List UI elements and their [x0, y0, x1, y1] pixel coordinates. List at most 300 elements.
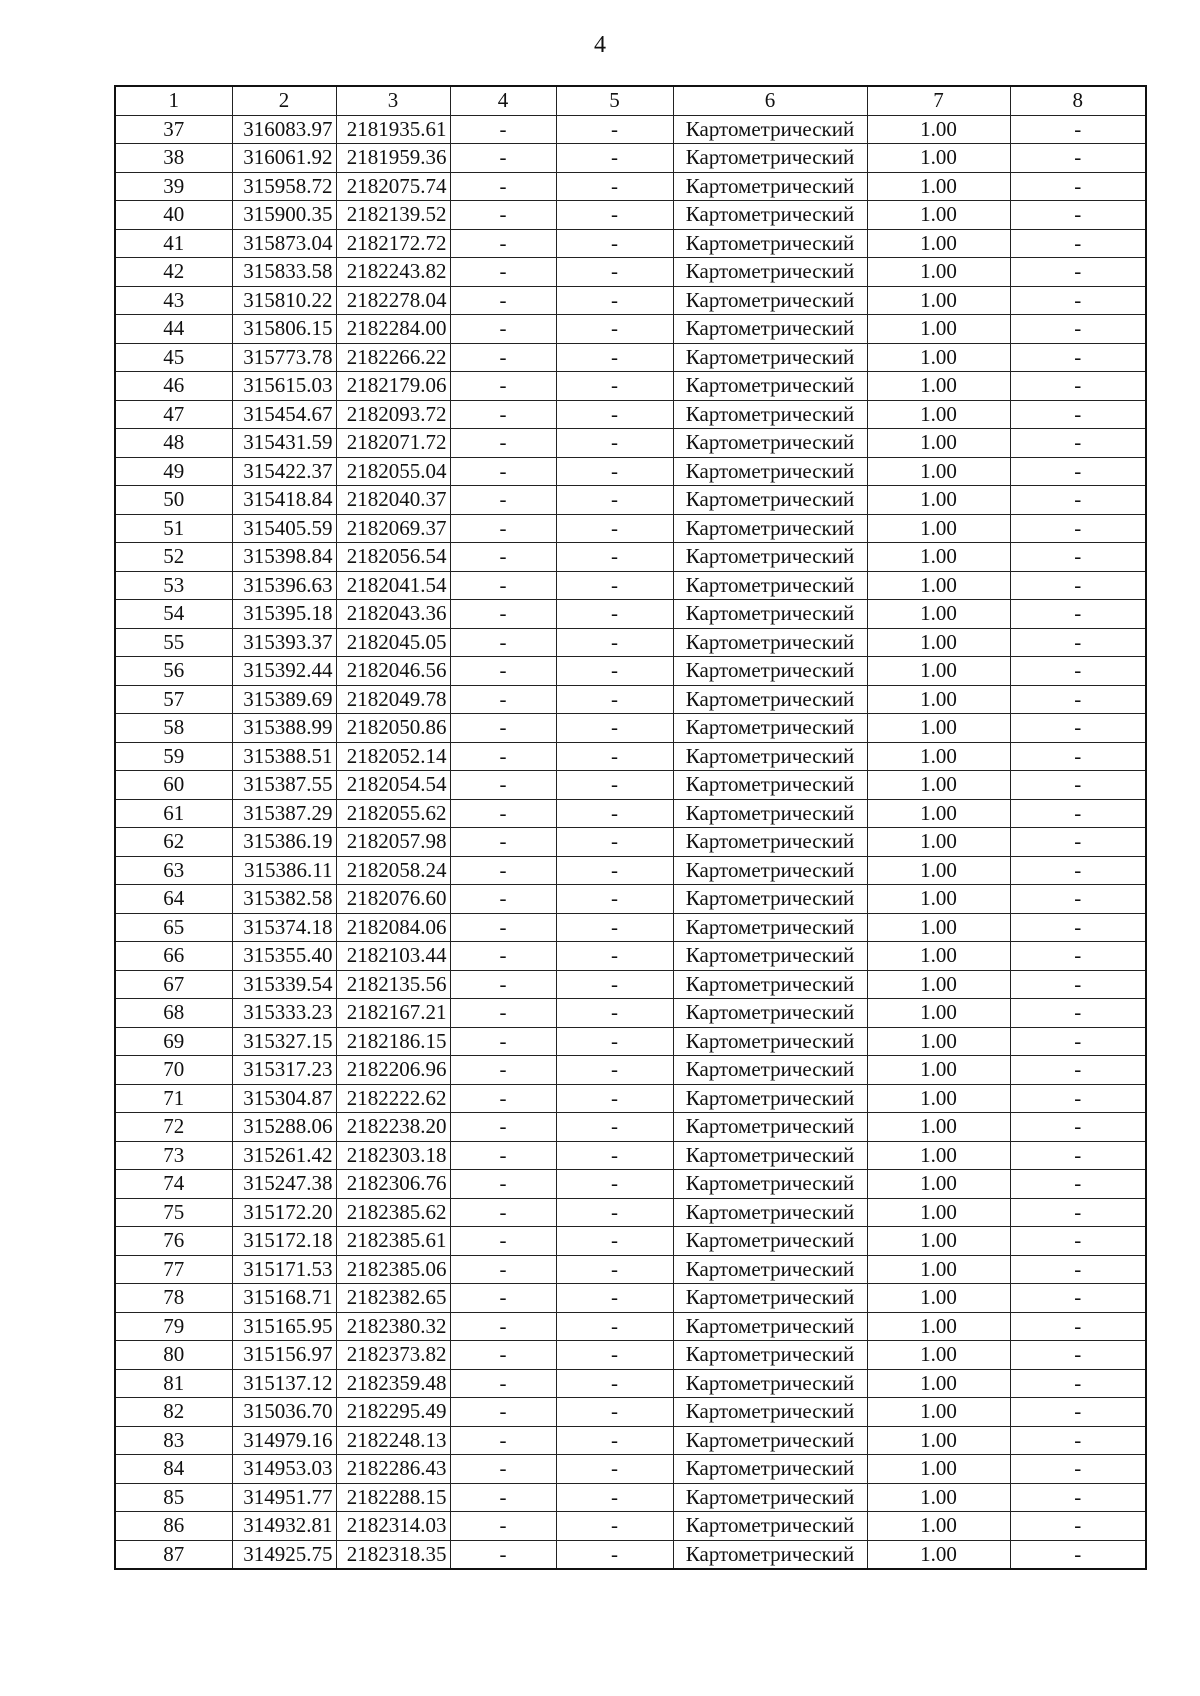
table-row	[115, 115, 1146, 144]
method-cell: Картометрический	[673, 457, 867, 486]
column-8-cell: -	[1010, 771, 1146, 800]
column-8-cell: -	[1010, 315, 1146, 344]
column-4-cell: -	[450, 885, 556, 914]
column-8-cell: -	[1010, 1483, 1146, 1512]
table-row	[115, 771, 1146, 800]
column-5-cell: -	[556, 999, 673, 1028]
column-8-cell: -	[1010, 714, 1146, 743]
column-4-cell: -	[450, 657, 556, 686]
table-row	[115, 201, 1146, 230]
column-5-cell: -	[556, 856, 673, 885]
column-4-cell: -	[450, 144, 556, 173]
precision-cell: 1.00	[867, 1056, 1010, 1085]
x-coordinate-cell: 315386.19	[232, 828, 336, 857]
y-coordinate-cell: 2182058.24	[336, 856, 450, 885]
column-8-cell: -	[1010, 486, 1146, 515]
column-4-cell: -	[450, 828, 556, 857]
column-8-cell: -	[1010, 144, 1146, 173]
method-cell: Картометрический	[673, 942, 867, 971]
y-coordinate-cell: 2182385.06	[336, 1255, 450, 1284]
precision-cell: 1.00	[867, 657, 1010, 686]
precision-cell: 1.00	[867, 543, 1010, 572]
precision-cell: 1.00	[867, 742, 1010, 771]
column-8-cell: -	[1010, 628, 1146, 657]
x-coordinate-cell: 315339.54	[232, 970, 336, 999]
method-cell: Картометрический	[673, 229, 867, 258]
column-4-cell: -	[450, 514, 556, 543]
column-8-cell: -	[1010, 1227, 1146, 1256]
y-coordinate-cell: 2182373.82	[336, 1341, 450, 1370]
point-number-cell: 76	[115, 1227, 232, 1256]
column-5-cell: -	[556, 657, 673, 686]
column-8-cell: -	[1010, 1398, 1146, 1427]
column-4-cell: -	[450, 942, 556, 971]
y-coordinate-cell: 2182071.72	[336, 429, 450, 458]
column-5-cell: -	[556, 1141, 673, 1170]
column-8-cell: -	[1010, 1312, 1146, 1341]
precision-cell: 1.00	[867, 115, 1010, 144]
table-row	[115, 514, 1146, 543]
table-row	[115, 742, 1146, 771]
column-5-cell: -	[556, 315, 673, 344]
x-coordinate-cell: 316061.92	[232, 144, 336, 173]
y-coordinate-cell: 2182055.04	[336, 457, 450, 486]
y-coordinate-cell: 2182084.06	[336, 913, 450, 942]
table-row	[115, 1483, 1146, 1512]
column-8-cell: -	[1010, 1540, 1146, 1569]
y-coordinate-cell: 2182288.15	[336, 1483, 450, 1512]
column-8-cell: -	[1010, 1113, 1146, 1142]
column-5-cell: -	[556, 514, 673, 543]
column-5-cell: -	[556, 571, 673, 600]
x-coordinate-cell: 315873.04	[232, 229, 336, 258]
precision-cell: 1.00	[867, 970, 1010, 999]
table-row	[115, 628, 1146, 657]
column-5-cell: -	[556, 685, 673, 714]
y-coordinate-cell: 2182385.61	[336, 1227, 450, 1256]
precision-cell: 1.00	[867, 1027, 1010, 1056]
column-5-cell: -	[556, 1227, 673, 1256]
y-coordinate-cell: 2182385.62	[336, 1198, 450, 1227]
column-4-cell: -	[450, 1255, 556, 1284]
point-number-cell: 85	[115, 1483, 232, 1512]
column-8-cell: -	[1010, 799, 1146, 828]
column-header-5: 5	[556, 86, 673, 115]
table-row	[115, 1170, 1146, 1199]
point-number-cell: 64	[115, 885, 232, 914]
precision-cell: 1.00	[867, 1284, 1010, 1313]
table-row	[115, 543, 1146, 572]
x-coordinate-cell: 315172.18	[232, 1227, 336, 1256]
method-cell: Картометрический	[673, 1312, 867, 1341]
page-number: 4	[594, 32, 606, 58]
y-coordinate-cell: 2182222.62	[336, 1084, 450, 1113]
point-number-cell: 87	[115, 1540, 232, 1569]
x-coordinate-cell: 314951.77	[232, 1483, 336, 1512]
method-cell: Картометрический	[673, 343, 867, 372]
precision-cell: 1.00	[867, 201, 1010, 230]
method-cell: Картометрический	[673, 1341, 867, 1370]
column-5-cell: -	[556, 258, 673, 287]
precision-cell: 1.00	[867, 315, 1010, 344]
column-5-cell: -	[556, 1540, 673, 1569]
column-4-cell: -	[450, 1312, 556, 1341]
column-5-cell: -	[556, 885, 673, 914]
column-4-cell: -	[450, 1540, 556, 1569]
y-coordinate-cell: 2182055.62	[336, 799, 450, 828]
column-8-cell: -	[1010, 913, 1146, 942]
column-8-cell: -	[1010, 343, 1146, 372]
column-5-cell: -	[556, 628, 673, 657]
x-coordinate-cell: 315418.84	[232, 486, 336, 515]
precision-cell: 1.00	[867, 856, 1010, 885]
point-number-cell: 77	[115, 1255, 232, 1284]
table-row	[115, 685, 1146, 714]
point-number-cell: 52	[115, 543, 232, 572]
column-header-7: 7	[867, 86, 1010, 115]
precision-cell: 1.00	[867, 400, 1010, 429]
column-header-1: 1	[115, 86, 232, 115]
column-5-cell: -	[556, 714, 673, 743]
point-number-cell: 65	[115, 913, 232, 942]
x-coordinate-cell: 315615.03	[232, 372, 336, 401]
column-8-cell: -	[1010, 742, 1146, 771]
column-4-cell: -	[450, 685, 556, 714]
y-coordinate-cell: 2182052.14	[336, 742, 450, 771]
column-4-cell: -	[450, 286, 556, 315]
column-4-cell: -	[450, 1227, 556, 1256]
column-8-cell: -	[1010, 600, 1146, 629]
column-8-cell: -	[1010, 543, 1146, 572]
method-cell: Картометрический	[673, 1284, 867, 1313]
method-cell: Картометрический	[673, 685, 867, 714]
x-coordinate-cell: 315387.29	[232, 799, 336, 828]
point-number-cell: 53	[115, 571, 232, 600]
column-5-cell: -	[556, 343, 673, 372]
method-cell: Картометрический	[673, 1512, 867, 1541]
method-cell: Картометрический	[673, 286, 867, 315]
column-8-cell: -	[1010, 201, 1146, 230]
x-coordinate-cell: 315389.69	[232, 685, 336, 714]
table-row	[115, 1512, 1146, 1541]
column-8-cell: -	[1010, 999, 1146, 1028]
column-5-cell: -	[556, 172, 673, 201]
method-cell: Картометрический	[673, 999, 867, 1028]
x-coordinate-cell: 315333.23	[232, 999, 336, 1028]
table-row	[115, 172, 1146, 201]
table-row	[115, 1369, 1146, 1398]
y-coordinate-cell: 2182075.74	[336, 172, 450, 201]
column-8-cell: -	[1010, 429, 1146, 458]
point-number-cell: 71	[115, 1084, 232, 1113]
y-coordinate-cell: 2182046.56	[336, 657, 450, 686]
method-cell: Картометрический	[673, 1227, 867, 1256]
method-cell: Картометрический	[673, 714, 867, 743]
x-coordinate-cell: 315773.78	[232, 343, 336, 372]
precision-cell: 1.00	[867, 714, 1010, 743]
precision-cell: 1.00	[867, 1341, 1010, 1370]
column-4-cell: -	[450, 771, 556, 800]
x-coordinate-cell: 315958.72	[232, 172, 336, 201]
x-coordinate-cell: 315247.38	[232, 1170, 336, 1199]
point-number-cell: 59	[115, 742, 232, 771]
method-cell: Картометрический	[673, 144, 867, 173]
y-coordinate-cell: 2182056.54	[336, 543, 450, 572]
column-8-cell: -	[1010, 258, 1146, 287]
x-coordinate-cell: 315171.53	[232, 1255, 336, 1284]
table-row	[115, 856, 1146, 885]
precision-cell: 1.00	[867, 486, 1010, 515]
column-4-cell: -	[450, 1170, 556, 1199]
table-row	[115, 828, 1146, 857]
point-number-cell: 60	[115, 771, 232, 800]
method-cell: Картометрический	[673, 1084, 867, 1113]
column-4-cell: -	[450, 315, 556, 344]
method-cell: Картометрический	[673, 1198, 867, 1227]
point-number-cell: 79	[115, 1312, 232, 1341]
method-cell: Картометрический	[673, 115, 867, 144]
x-coordinate-cell: 314932.81	[232, 1512, 336, 1541]
column-5-cell: -	[556, 1341, 673, 1370]
x-coordinate-cell: 314979.16	[232, 1426, 336, 1455]
column-8-cell: -	[1010, 942, 1146, 971]
column-4-cell: -	[450, 229, 556, 258]
column-5-cell: -	[556, 115, 673, 144]
column-4-cell: -	[450, 571, 556, 600]
precision-cell: 1.00	[867, 1170, 1010, 1199]
x-coordinate-cell: 315393.37	[232, 628, 336, 657]
point-number-cell: 67	[115, 970, 232, 999]
precision-cell: 1.00	[867, 372, 1010, 401]
column-4-cell: -	[450, 970, 556, 999]
x-coordinate-cell: 315172.20	[232, 1198, 336, 1227]
precision-cell: 1.00	[867, 172, 1010, 201]
column-4-cell: -	[450, 201, 556, 230]
table-row	[115, 315, 1146, 344]
point-number-cell: 78	[115, 1284, 232, 1313]
x-coordinate-cell: 315396.63	[232, 571, 336, 600]
column-8-cell: -	[1010, 1141, 1146, 1170]
column-8-cell: -	[1010, 1170, 1146, 1199]
method-cell: Картометрический	[673, 1027, 867, 1056]
precision-cell: 1.00	[867, 286, 1010, 315]
table-row	[115, 600, 1146, 629]
method-cell: Картометрический	[673, 400, 867, 429]
x-coordinate-cell: 315386.11	[232, 856, 336, 885]
point-number-cell: 69	[115, 1027, 232, 1056]
point-number-cell: 37	[115, 115, 232, 144]
point-number-cell: 74	[115, 1170, 232, 1199]
column-5-cell: -	[556, 429, 673, 458]
x-coordinate-cell: 315810.22	[232, 286, 336, 315]
x-coordinate-cell: 315422.37	[232, 457, 336, 486]
x-coordinate-cell: 315398.84	[232, 543, 336, 572]
table-row	[115, 1027, 1146, 1056]
x-coordinate-cell: 315261.42	[232, 1141, 336, 1170]
column-4-cell: -	[450, 600, 556, 629]
point-number-cell: 38	[115, 144, 232, 173]
point-number-cell: 47	[115, 400, 232, 429]
column-4-cell: -	[450, 372, 556, 401]
column-8-cell: -	[1010, 514, 1146, 543]
point-number-cell: 83	[115, 1426, 232, 1455]
y-coordinate-cell: 2182040.37	[336, 486, 450, 515]
column-5-cell: -	[556, 229, 673, 258]
column-5-cell: -	[556, 799, 673, 828]
x-coordinate-cell: 315374.18	[232, 913, 336, 942]
x-coordinate-cell: 315387.55	[232, 771, 336, 800]
precision-cell: 1.00	[867, 600, 1010, 629]
table-row	[115, 1426, 1146, 1455]
column-4-cell: -	[450, 1512, 556, 1541]
table-row	[115, 1312, 1146, 1341]
method-cell: Картометрический	[673, 514, 867, 543]
column-4-cell: -	[450, 1369, 556, 1398]
method-cell: Картометрический	[673, 657, 867, 686]
precision-cell: 1.00	[867, 144, 1010, 173]
y-coordinate-cell: 2182093.72	[336, 400, 450, 429]
y-coordinate-cell: 2182139.52	[336, 201, 450, 230]
table-row	[115, 913, 1146, 942]
column-8-cell: -	[1010, 885, 1146, 914]
precision-cell: 1.00	[867, 343, 1010, 372]
column-4-cell: -	[450, 742, 556, 771]
point-number-cell: 48	[115, 429, 232, 458]
precision-cell: 1.00	[867, 1084, 1010, 1113]
column-5-cell: -	[556, 1398, 673, 1427]
y-coordinate-cell: 2182135.56	[336, 970, 450, 999]
y-coordinate-cell: 2182049.78	[336, 685, 450, 714]
x-coordinate-cell: 315036.70	[232, 1398, 336, 1427]
column-4-cell: -	[450, 400, 556, 429]
precision-cell: 1.00	[867, 1540, 1010, 1569]
method-cell: Картометрический	[673, 1426, 867, 1455]
column-4-cell: -	[450, 486, 556, 515]
point-number-cell: 55	[115, 628, 232, 657]
method-cell: Картометрический	[673, 1455, 867, 1484]
table-row	[115, 999, 1146, 1028]
table-row	[115, 400, 1146, 429]
column-4-cell: -	[450, 913, 556, 942]
precision-cell: 1.00	[867, 799, 1010, 828]
y-coordinate-cell: 2182050.86	[336, 714, 450, 743]
y-coordinate-cell: 2182057.98	[336, 828, 450, 857]
column-8-cell: -	[1010, 172, 1146, 201]
precision-cell: 1.00	[867, 1312, 1010, 1341]
x-coordinate-cell: 315137.12	[232, 1369, 336, 1398]
column-4-cell: -	[450, 457, 556, 486]
column-8-cell: -	[1010, 229, 1146, 258]
column-8-cell: -	[1010, 400, 1146, 429]
table-row	[115, 144, 1146, 173]
column-4-cell: -	[450, 999, 556, 1028]
precision-cell: 1.00	[867, 1141, 1010, 1170]
method-cell: Картометрический	[673, 1255, 867, 1284]
precision-cell: 1.00	[867, 429, 1010, 458]
precision-cell: 1.00	[867, 1512, 1010, 1541]
point-number-cell: 57	[115, 685, 232, 714]
method-cell: Картометрический	[673, 771, 867, 800]
table-row	[115, 942, 1146, 971]
column-8-cell: -	[1010, 1284, 1146, 1313]
y-coordinate-cell: 2182278.04	[336, 286, 450, 315]
point-number-cell: 54	[115, 600, 232, 629]
table-row	[115, 258, 1146, 287]
column-5-cell: -	[556, 1369, 673, 1398]
method-cell: Картометрический	[673, 571, 867, 600]
precision-cell: 1.00	[867, 1398, 1010, 1427]
table-row	[115, 286, 1146, 315]
x-coordinate-cell: 315388.99	[232, 714, 336, 743]
precision-cell: 1.00	[867, 913, 1010, 942]
precision-cell: 1.00	[867, 828, 1010, 857]
method-cell: Картометрический	[673, 628, 867, 657]
y-coordinate-cell: 2182243.82	[336, 258, 450, 287]
method-cell: Картометрический	[673, 201, 867, 230]
table-row	[115, 1227, 1146, 1256]
point-number-cell: 70	[115, 1056, 232, 1085]
point-number-cell: 86	[115, 1512, 232, 1541]
column-4-cell: -	[450, 429, 556, 458]
table-row	[115, 571, 1146, 600]
y-coordinate-cell: 2182186.15	[336, 1027, 450, 1056]
coordinates-table	[114, 85, 1147, 1570]
x-coordinate-cell: 315156.97	[232, 1341, 336, 1370]
column-4-cell: -	[450, 172, 556, 201]
precision-cell: 1.00	[867, 1483, 1010, 1512]
precision-cell: 1.00	[867, 1113, 1010, 1142]
header-row	[115, 86, 1146, 115]
point-number-cell: 80	[115, 1341, 232, 1370]
method-cell: Картометрический	[673, 1056, 867, 1085]
point-number-cell: 73	[115, 1141, 232, 1170]
y-coordinate-cell: 2182045.05	[336, 628, 450, 657]
column-8-cell: -	[1010, 1084, 1146, 1113]
point-number-cell: 42	[115, 258, 232, 287]
x-coordinate-cell: 316083.97	[232, 115, 336, 144]
table-body	[115, 115, 1146, 1569]
point-number-cell: 75	[115, 1198, 232, 1227]
column-5-cell: -	[556, 742, 673, 771]
column-4-cell: -	[450, 799, 556, 828]
method-cell: Картометрический	[673, 885, 867, 914]
column-5-cell: -	[556, 828, 673, 857]
column-5-cell: -	[556, 942, 673, 971]
column-8-cell: -	[1010, 970, 1146, 999]
precision-cell: 1.00	[867, 1369, 1010, 1398]
point-number-cell: 61	[115, 799, 232, 828]
table-row	[115, 1141, 1146, 1170]
column-8-cell: -	[1010, 657, 1146, 686]
y-coordinate-cell: 2181959.36	[336, 144, 450, 173]
method-cell: Картометрический	[673, 372, 867, 401]
point-number-cell: 82	[115, 1398, 232, 1427]
table-row	[115, 799, 1146, 828]
x-coordinate-cell: 315388.51	[232, 742, 336, 771]
table-row	[115, 429, 1146, 458]
column-5-cell: -	[556, 457, 673, 486]
y-coordinate-cell: 2182382.65	[336, 1284, 450, 1313]
column-8-cell: -	[1010, 1341, 1146, 1370]
table-row	[115, 657, 1146, 686]
column-5-cell: -	[556, 970, 673, 999]
y-coordinate-cell: 2182380.32	[336, 1312, 450, 1341]
column-4-cell: -	[450, 343, 556, 372]
method-cell: Картометрический	[673, 429, 867, 458]
column-4-cell: -	[450, 115, 556, 144]
method-cell: Картометрический	[673, 258, 867, 287]
point-number-cell: 45	[115, 343, 232, 372]
